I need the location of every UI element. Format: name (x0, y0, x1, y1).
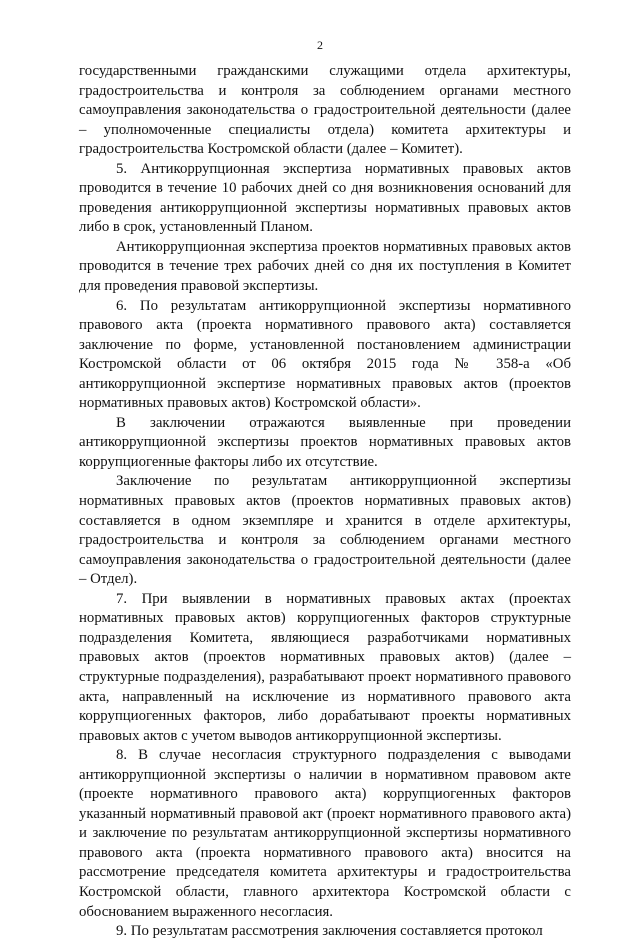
paragraph-draft-expertise-term: Антикоррупционная экспертиза проектов нормативных правовых актов проводится в течение трех рабочих дней со дня их поступления в Комитет для проведения правовой экспертизы. (79, 238, 571, 295)
page-number: 2 (317, 38, 323, 52)
paragraph-continuation: государственными гражданскими служащими отдела архитектуры, градостроительства и контроля за соблюдением органами местного самоуправления законодательства о градостроительной деятельности (далее – уполномоченные специалисты отдела) комитета архитектуры и градостроительства Костромской области (далее – Комитет). (79, 63, 571, 158)
paragraph-conclusion-storage: Заключение по результатам антикоррупционной экспертизы нормативных правовых актов (проектов нормативных правовых актов) составляется в одном экземпляре и хранится в отделе архитектуры, градостроительства и контроля за соблюдением органами местного самоуправления законодательства о градостроительной деятельности (далее – Отдел). (79, 473, 571, 588)
paragraph-conclusion-content: В заключении отражаются выявленные при проведении антикоррупционной экспертизы проектов нормативных правовых актов коррупциогенные факторы либо их отсутствие. (79, 414, 571, 470)
paragraph-item-8: 8. В случае несогласия структурного подразделения с выводами антикоррупционной экспертизы о наличии в нормативном правовом акте (проекте нормативного правового акта) коррупциогенных факторов указанный нормативный правовой акт (проект нормативного правового акта) и заключение по результатам антикоррупционной экспертизы нормативного правового акта (проекта нормативного правового акта) вносится на рассмотрение председателя комитета архитектуры и градостроительства Костромской области, главного архитектора Костромской области с обоснованием выраженного несогласия. (79, 747, 571, 920)
document-body (79, 62, 571, 942)
paragraph-item-9: 9. По результатам рассмотрения заключения составляется протокол (116, 923, 543, 940)
paragraph-item-7: 7. При выявлении в нормативных правовых актах (проектах нормативных правовых актов) коррупциогенных факторов структурные подразделения Комитета, являющиеся разработчиками нормативных правовых актов (проектов нормативных правовых актов) (далее – структурные подразделения), разрабатывают проект нормативного правового акта, направленный на исключение из нормативного правового акта коррупциогенных факторов, либо дорабатывают проекты нормативных правовых актов с учетом выводов антикоррупционной экспертизы. (79, 590, 571, 744)
paragraph-item-6: 6. По результатам антикоррупционной экспертизы нормативного правового акта (проекта нормативного правового акта) составляется заключение по форме, установленной постановлением администрации Костромской области от 06 октября 2015 года № 358-а «Об антикоррупционной экспертизе нормативных правовых актов (проектов нормативных правовых актов) Костромской области». (79, 297, 571, 412)
paragraph-item-5: 5. Антикоррупционная экспертиза нормативных правовых актов проводится в течение 10 рабочих дней со дня возникновения оснований для проведения антикоррупционной экспертизы нормативных правовых актов либо в срок, установленный Планом. (79, 160, 571, 236)
